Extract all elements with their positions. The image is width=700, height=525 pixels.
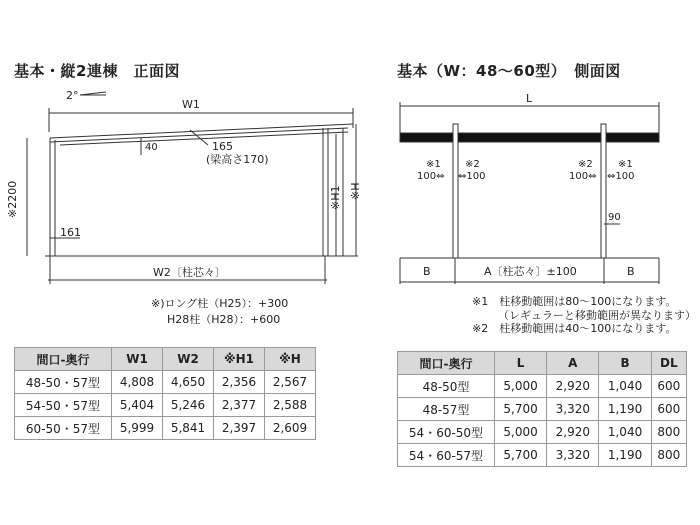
table-cell: 1,190 xyxy=(599,398,651,421)
table-cell: 2,377 xyxy=(214,394,265,417)
header-cell: L xyxy=(495,352,547,375)
table-cell: 5,000 xyxy=(495,375,547,398)
table-cell: 800 xyxy=(651,421,686,444)
front-view-title: 基本・縦2連棟 正面図 xyxy=(14,62,180,80)
table-cell: 2,920 xyxy=(547,375,599,398)
table-row xyxy=(15,394,316,417)
table-cell: 5,404 xyxy=(112,394,163,417)
h-label: ※H xyxy=(349,182,362,200)
header-cell: 間口-奥行 xyxy=(398,352,495,375)
header-cell: W1 xyxy=(112,348,163,371)
roof-bottom-line xyxy=(50,128,348,142)
roof-top-line xyxy=(50,124,353,138)
table-cell: 600 xyxy=(651,375,686,398)
table-cell: 48-50型 xyxy=(398,375,495,398)
table-header-row xyxy=(15,348,316,371)
table-cell: 3,320 xyxy=(547,444,599,467)
table-cell: 5,246 xyxy=(163,394,214,417)
table-cell: 2,356 xyxy=(214,371,265,394)
table-cell: 60-50・57型 xyxy=(15,417,112,440)
table-cell: 5,700 xyxy=(495,444,547,467)
a-label: A〔柱芯々〕±100 xyxy=(484,265,577,278)
w2-label: W2〔柱芯々〕 xyxy=(153,266,226,279)
dim-165-leader xyxy=(190,130,208,145)
table-cell: 5,700 xyxy=(495,398,547,421)
header-cell: ※H1 xyxy=(214,348,265,371)
front-dimension-table xyxy=(14,347,316,440)
table-cell: 48-50・57型 xyxy=(15,371,112,394)
n2a-value: ⇔100 xyxy=(458,171,486,182)
table-row xyxy=(15,371,316,394)
angle-label: 2° xyxy=(66,89,79,102)
table-cell: 5,999 xyxy=(112,417,163,440)
gutter-line xyxy=(60,132,348,145)
dim-90-label: 90 xyxy=(608,212,621,223)
table-cell: 4,650 xyxy=(163,371,214,394)
dim-161-label: 161 xyxy=(60,226,81,239)
front-note-1: ※)ロング柱（H25）：+300 xyxy=(151,297,289,310)
table-row xyxy=(398,444,687,467)
n1b-value: ⇔100 xyxy=(607,171,635,182)
beam-height-label: (梁高さ170) xyxy=(206,153,269,166)
table-cell: 5,000 xyxy=(495,421,547,444)
dim-40-label: 40 xyxy=(145,142,158,153)
h2200-label: ※2200 xyxy=(6,180,19,218)
table-cell: 1,040 xyxy=(599,421,651,444)
side-view-title: 基本（W：48～60型） 側面図 xyxy=(397,62,621,80)
h1-label: ※H1 xyxy=(329,185,342,210)
n1b-label: ※1 xyxy=(618,159,633,170)
table-cell: 54・60-50型 xyxy=(398,421,495,444)
n2a-label: ※2 xyxy=(465,159,480,170)
table-cell: 1,190 xyxy=(599,444,651,467)
side-view-drawing xyxy=(400,102,659,284)
table-cell: 54・60-57型 xyxy=(398,444,495,467)
table-cell: 2,588 xyxy=(265,394,316,417)
header-cell: W2 xyxy=(163,348,214,371)
header-cell: DL xyxy=(651,352,686,375)
n1a-value: 100⇔ xyxy=(417,171,445,182)
front-note-2: H28柱（H28）：+600 xyxy=(167,313,281,326)
header-cell: 間口-奥行 xyxy=(15,348,112,371)
front-view-drawing xyxy=(27,92,358,284)
table-cell: 800 xyxy=(651,444,686,467)
table-cell: 2,920 xyxy=(547,421,599,444)
side-beam xyxy=(400,133,659,142)
table-cell: 5,841 xyxy=(163,417,214,440)
table-cell: 4,808 xyxy=(112,371,163,394)
b-right-label: B xyxy=(627,265,635,278)
n1a-label: ※1 xyxy=(426,159,441,170)
table-header-row xyxy=(398,352,687,375)
table-cell: 2,397 xyxy=(214,417,265,440)
w1-label: W1 xyxy=(182,98,200,111)
table-row xyxy=(398,421,687,444)
n2b-value: 100⇔ xyxy=(569,171,597,182)
dim-165-label: 165 xyxy=(212,140,233,153)
header-cell: A xyxy=(547,352,599,375)
side-post-right xyxy=(601,124,606,258)
side-note-1b: （レギュラーと移動範囲が異なります） xyxy=(498,309,696,322)
table-row xyxy=(398,398,687,421)
table-cell: 1,040 xyxy=(599,375,651,398)
side-dimension-table xyxy=(397,351,687,467)
header-cell: ※H xyxy=(265,348,316,371)
side-note-1: ※1 柱移動範囲は80～100になります。 xyxy=(472,295,677,308)
side-post-left xyxy=(453,124,458,258)
table-row xyxy=(398,375,687,398)
side-note-2: ※2 柱移動範囲は40～100になります。 xyxy=(472,322,677,335)
table-cell: 48-57型 xyxy=(398,398,495,421)
table-cell: 3,320 xyxy=(547,398,599,421)
l-label: L xyxy=(526,92,533,105)
table-cell: 600 xyxy=(651,398,686,421)
n2b-label: ※2 xyxy=(578,159,593,170)
table-cell: 2,567 xyxy=(265,371,316,394)
b-left-label: B xyxy=(423,265,431,278)
header-cell: B xyxy=(599,352,651,375)
table-row xyxy=(15,417,316,440)
table-cell: 2,609 xyxy=(265,417,316,440)
table-cell: 54-50・57型 xyxy=(15,394,112,417)
